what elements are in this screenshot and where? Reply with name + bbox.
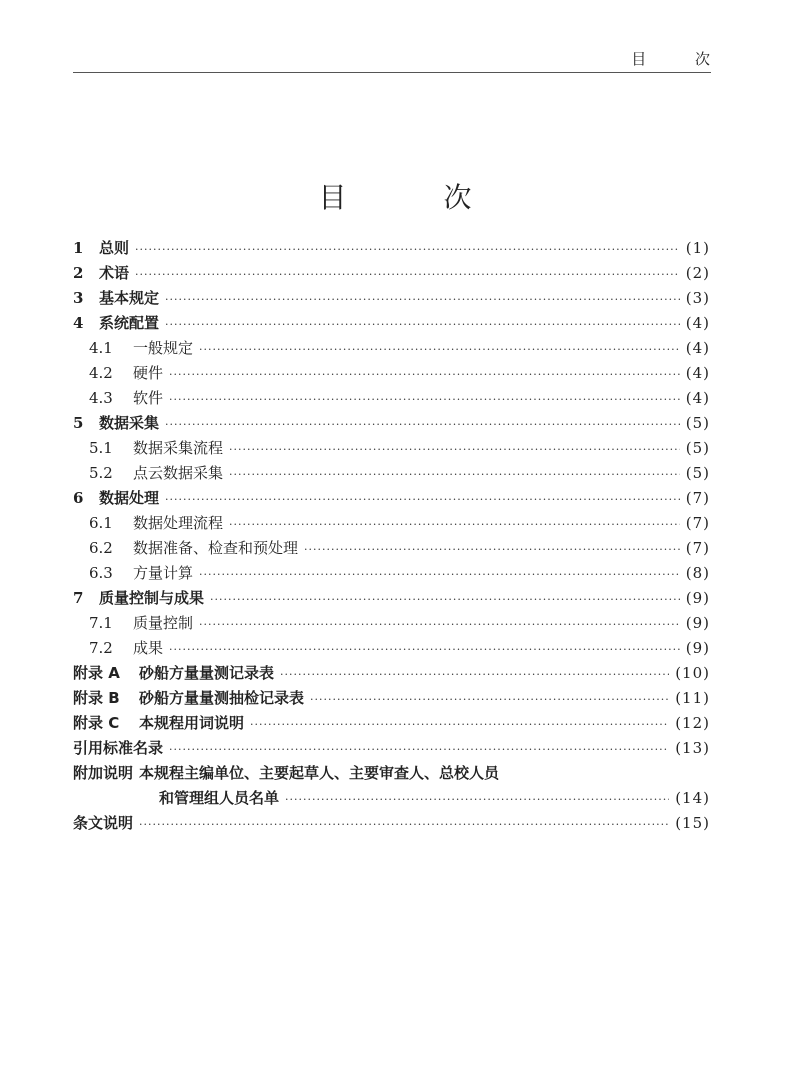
toc-entry-number: 5 [73, 414, 84, 432]
toc-entry[interactable] [73, 811, 710, 836]
toc-entry-number: 7.1 [89, 614, 113, 632]
toc-entry-page: (7) [685, 489, 710, 507]
toc-entry-number: 附加说明 [73, 764, 134, 782]
toc-entry-label: 砂船方量量测抽检记录表 [139, 689, 305, 707]
toc-entry-page: (3) [685, 289, 710, 307]
toc-entry-number: 4 [73, 314, 84, 332]
dot-leader [139, 812, 669, 837]
toc-entry[interactable] [73, 786, 710, 811]
toc-entry-page: (9) [685, 639, 710, 657]
toc-entry-page: (7) [685, 514, 710, 532]
toc-entry-label: 引用标准名录 [73, 739, 164, 757]
toc-entry-page: (15) [675, 814, 710, 832]
toc-entry-page: (5) [685, 439, 710, 457]
toc-entry-label: 数据采集 [99, 414, 160, 432]
toc-entry-label: 数据采集流程 [133, 439, 224, 457]
dot-leader [169, 737, 669, 762]
running-header: 目 次 [631, 50, 732, 68]
dot-leader [250, 712, 669, 737]
toc-entry-label: 方量计算 [133, 564, 194, 582]
toc-entry[interactable] [73, 711, 710, 736]
toc-entry-number: 7.2 [89, 639, 113, 657]
toc-entry-page: (9) [685, 589, 710, 607]
toc-entry-number: 3 [73, 289, 84, 307]
dot-leader [229, 437, 680, 462]
toc-entry-number: 6.2 [89, 539, 113, 557]
dot-leader [199, 612, 680, 637]
toc-entry-page: (4) [685, 389, 710, 407]
toc-entry-label: 本规程用词说明 [139, 714, 245, 732]
toc-entry-label: 系统配置 [99, 314, 160, 332]
toc-entry-page: (10) [675, 664, 710, 682]
toc-entry-number: 附录 C [73, 714, 120, 732]
toc-entry-label: 本规程主编单位、主要起草人、主要审查人、总校人员 [139, 764, 500, 782]
toc-entry-label: 硬件 [133, 364, 164, 382]
toc-entry-label: 基本规定 [99, 289, 160, 307]
toc-entry-page: (12) [675, 714, 710, 732]
toc-entry-number: 5.1 [89, 439, 113, 457]
dot-leader [135, 262, 680, 287]
toc-entry[interactable] [73, 436, 710, 461]
toc-entry-page: (11) [675, 689, 710, 707]
toc-entry-page: (5) [685, 414, 710, 432]
dot-leader [229, 462, 680, 487]
toc-entry[interactable] [73, 736, 710, 761]
page-title: 目 次 [318, 181, 516, 214]
header-rule [73, 72, 711, 73]
toc-entry-page: (4) [685, 364, 710, 382]
toc-entry[interactable] [73, 536, 710, 561]
dot-leader [165, 412, 680, 437]
toc-entry-label: 点云数据采集 [133, 464, 224, 482]
toc-entry[interactable] [73, 361, 710, 386]
toc-entry-number: 4.1 [89, 339, 113, 357]
toc-entry[interactable] [73, 636, 710, 661]
dot-leader [310, 687, 669, 712]
toc-entry-page: (9) [685, 614, 710, 632]
toc-entry-number: 6.3 [89, 564, 113, 582]
toc-entry-page: (2) [685, 264, 710, 282]
dot-leader [135, 237, 680, 262]
toc-entry-label: 质量控制 [133, 614, 194, 632]
toc-entry-number: 5.2 [89, 464, 113, 482]
toc-entry-number: 4.2 [89, 364, 113, 382]
table-of-contents [73, 236, 710, 836]
toc-entry-page: (1) [685, 239, 710, 257]
toc-entry-page: (8) [685, 564, 710, 582]
toc-entry-number: 6.1 [89, 514, 113, 532]
toc-entry[interactable] [73, 411, 710, 436]
toc-entry-page: (4) [685, 314, 710, 332]
toc-entry-label: 条文说明 [73, 814, 134, 832]
toc-entry[interactable] [73, 311, 710, 336]
toc-entry[interactable] [73, 561, 710, 586]
toc-entry-number: 4.3 [89, 389, 113, 407]
toc-entry[interactable] [73, 486, 710, 511]
toc-entry-page: (4) [685, 339, 710, 357]
dot-leader [285, 787, 669, 812]
toc-entry[interactable] [73, 511, 710, 536]
dot-leader [199, 562, 680, 587]
dot-leader [169, 387, 680, 412]
dot-leader [165, 487, 680, 512]
toc-entry[interactable] [73, 336, 710, 361]
dot-leader [169, 362, 680, 387]
toc-entry-number: 1 [73, 239, 84, 257]
dot-leader [229, 512, 680, 537]
toc-entry-number: 6 [73, 489, 84, 507]
dot-leader [280, 662, 669, 687]
dot-leader [165, 287, 680, 312]
toc-entry-page: (13) [675, 739, 710, 757]
toc-entry-label: 软件 [133, 389, 164, 407]
toc-entry[interactable] [73, 461, 710, 486]
dot-leader [169, 637, 680, 662]
toc-entry-label: 术语 [99, 264, 130, 282]
toc-entry-label: 数据处理 [99, 489, 160, 507]
toc-entry-number: 附录 B [73, 689, 120, 707]
toc-entry-number: 2 [73, 264, 84, 282]
toc-entry[interactable] [73, 686, 710, 711]
toc-entry-label: 成果 [133, 639, 164, 657]
toc-entry-number: 附录 A [73, 664, 120, 682]
toc-entry[interactable] [73, 261, 710, 286]
toc-entry-page: (14) [675, 789, 710, 807]
toc-entry[interactable] [73, 286, 710, 311]
toc-entry[interactable] [73, 586, 710, 611]
toc-entry-label: 砂船方量量测记录表 [139, 664, 275, 682]
dot-leader [304, 537, 680, 562]
toc-entry[interactable] [73, 761, 710, 786]
toc-entry[interactable] [73, 611, 710, 636]
dot-leader [210, 587, 680, 612]
toc-entry-page: (7) [685, 539, 710, 557]
toc-entry-number: 7 [73, 589, 84, 607]
toc-entry[interactable] [73, 236, 710, 261]
toc-entry-label: 总则 [99, 239, 130, 257]
toc-entry-page: (5) [685, 464, 710, 482]
toc-entry[interactable] [73, 661, 710, 686]
toc-entry-label: 质量控制与成果 [99, 589, 205, 607]
toc-entry-label: 数据准备、检查和预处理 [133, 539, 299, 557]
toc-entry[interactable] [73, 386, 710, 411]
toc-entry-label: 数据处理流程 [133, 514, 224, 532]
dot-leader [165, 312, 680, 337]
toc-entry-label: 和管理组人员名单 [159, 789, 280, 807]
dot-leader [199, 337, 680, 362]
toc-entry-label: 一般规定 [133, 339, 194, 357]
